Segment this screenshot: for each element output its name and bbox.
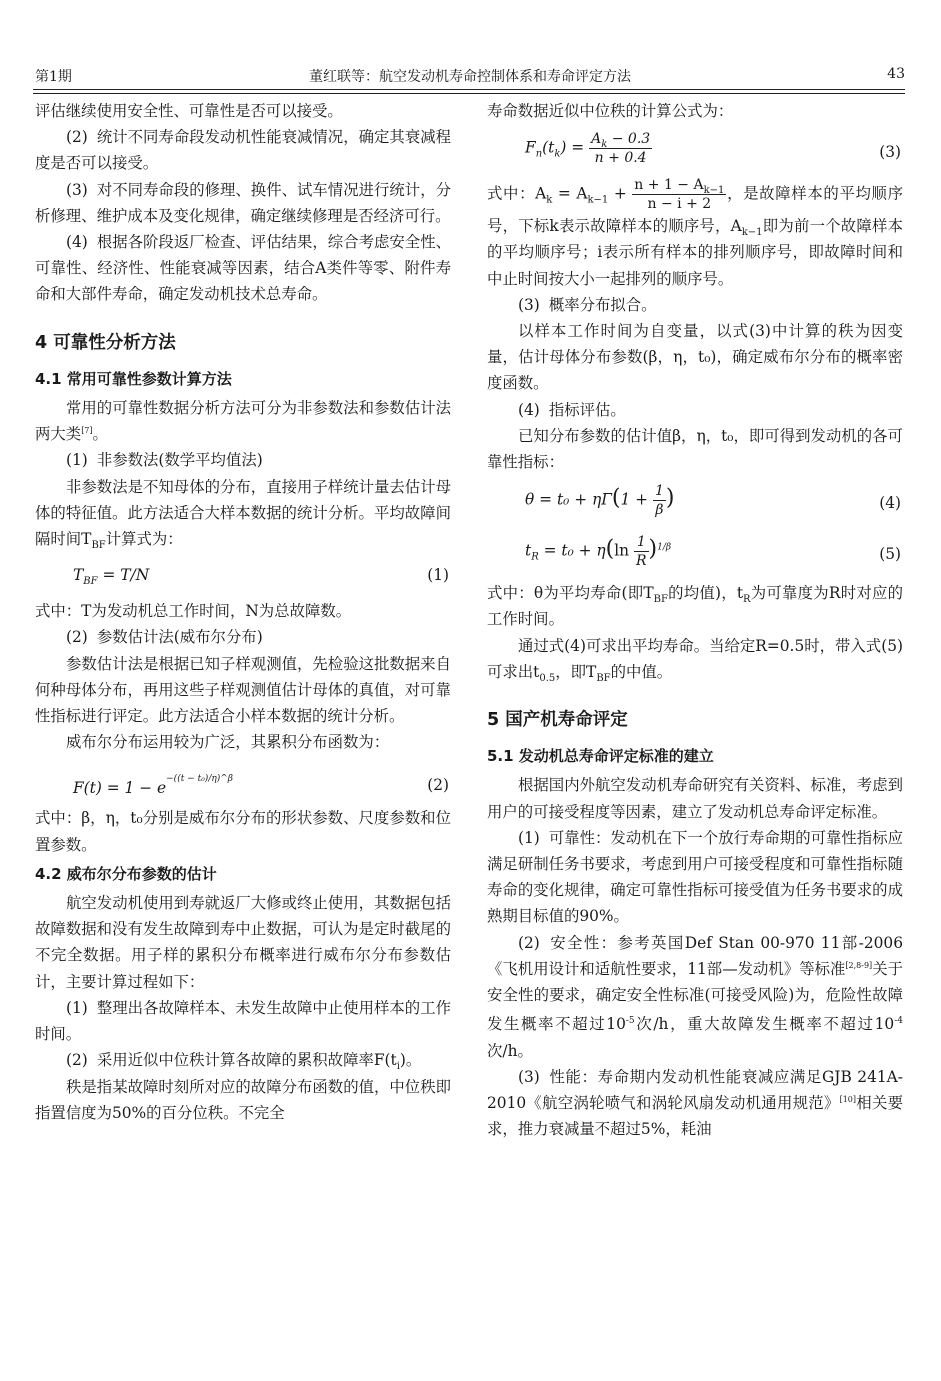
subsection-heading-5-1: 5.1 发动机总寿命评定标准的建立 bbox=[487, 747, 714, 766]
list-item: (4) 指标评估。 bbox=[518, 400, 626, 419]
list-text: 根据各阶段返厂检查、评估结果，综合考虑安全性、可靠性、经济性、性能衰减等因素，结合A类件等零、附件寿命和大部件寿命，确定发动机技术总寿命。 bbox=[35, 233, 451, 304]
header-rule-thick bbox=[33, 89, 905, 90]
equation-1: $T_{BF} = T/N$ (1) bbox=[35, 555, 451, 595]
equation-5: $t_R = t_0 + \eta(\ln$ $\frac{1}{R}$ )$^{1/\beta}$ (5) bbox=[525, 534, 901, 570]
equation-number: (5) bbox=[879, 545, 901, 564]
paragraph: 航空发动机使用到寿就返厂大修或终止使用，其数据包括故障数据和没有发生故障到寿中止数据，可认为是定时截尾的不完全数据。用子样的累积分布概率进行威布尔分布参数估计，主要计算过程如下： bbox=[35, 894, 451, 991]
list-item: (1) 非参数法(数学平均值法) bbox=[66, 451, 263, 470]
list-text: 统计不同寿命段发动机性能衰减情况，确定其衰减程度是否可以接受。 bbox=[35, 128, 451, 173]
list-item: (3) 性能：寿命期内发动机性能衰减应满足GJB 241A-2010《航空涡轮喷气和涡轮风扇发动机通用规范》[10]相关要求，推力衰减量不超过5%，耗油 bbox=[487, 1067, 903, 1139]
citation[interactable]: [2,8-9] bbox=[845, 960, 873, 970]
section-heading-4: 4 可靠性分析方法 bbox=[35, 332, 176, 353]
equation-number: (3) bbox=[879, 143, 901, 162]
paragraph: 式中：θ为平均寿命(即$T_{BF}$的均值)，$t_R$为可靠度为R时对应的工作时间。 bbox=[487, 584, 903, 629]
list-text: 对不同寿命段的修理、换件、试车情况进行统计，分析修理、维护成本及变化规律，确定继续修理是否经济可行。 bbox=[35, 180, 451, 225]
paragraph: 以样本工作时间为自变量，以式(3)中计算的秩为因变量，估计母体分布参数(β，η，t₀)，确定威布尔分布的概率密度函数。 bbox=[487, 322, 903, 393]
paragraph: 通过式(4)可求出平均寿命。当给定R=0.5时，带入式(5)可求出$t_{0.5}$，即$T_{BF}$的中值。 bbox=[487, 636, 903, 684]
paragraph: 式中：T为发动机总工作时间，N为总故障数。 bbox=[35, 602, 352, 621]
list-item bbox=[35, 229, 451, 308]
subsection-heading-4-2: 4.2 威布尔分布参数的估计 bbox=[35, 864, 217, 883]
equation-number: (1) bbox=[427, 566, 449, 585]
list-item: (3) 概率分布拟合。 bbox=[518, 295, 657, 314]
list-item: (2) 安全性：参考英国Def Stan 00-970 11部-2006《飞机用设计和适航性要求，11部—发动机》等标准[2,8-9]关于安全性的要求，确定安全性标准(可接受风险)为，危险性故障发生概率不超过$10^{-5}$次/h，重大故障发生概率不超过$10^{-4}$次/h。 bbox=[487, 933, 903, 1060]
paragraph: 根据国内外航空发动机寿命研究有关资料、标准，考虑到用户的可接受程度等因素，建立了发动机总寿命评定标准。 bbox=[487, 776, 903, 821]
list-number: (4) bbox=[66, 233, 88, 252]
paragraph: 威布尔分布运用较为广泛，其累积分布函数为： bbox=[66, 733, 390, 752]
paragraph: 参数估计法是根据已知子样观测值，先检验这批数据来自何种母体分布，再用这些子样观测值估计母体的真值，对可靠性指标进行评定。此方法适合小样本数据的统计分析。 bbox=[35, 654, 451, 726]
citation[interactable]: [10] bbox=[839, 1094, 857, 1104]
equation-3: $F_n(t_k)$ = $\frac{A_k - 0.3}{n + 0.4}$ (3) bbox=[525, 131, 901, 167]
paragraph: 寿命数据近似中位秩的计算公式为： bbox=[487, 102, 734, 120]
list-item bbox=[35, 177, 451, 229]
paragraph: 秩是指某故障时刻所对应的故障分布函数的值，中位秩即指置信度为50%的百分位秩。不完全 bbox=[35, 1077, 451, 1122]
paragraph: 式中：$A_k = A_{k-1}$ + $\frac{n + 1 - A_{k-1}}{n - i + 2}$ ，是故障样本的平均顺序号，下标k表示故障样本的顺序号，$A_{k-1}$即为前一个故障样本的平均顺序号；i表示所有样本的排列顺序号，即故障时间和中止时间按大小一起排列的顺序号。 bbox=[487, 177, 903, 288]
list-item: (1) 可靠性：发动机在下一个放行寿命期的可靠性指标应满足研制任务书要求，考虑到用户可接受程度和可靠性指标随寿命的变化规律，确定可靠性指标可接受值为任务书要求的成熟期目标值的90%。 bbox=[487, 828, 903, 926]
section-heading-5: 5 国产机寿命评定 bbox=[487, 710, 628, 731]
equation-number: (4) bbox=[879, 494, 901, 513]
issue-number: 第1期 bbox=[35, 69, 72, 85]
running-title: 董红联等：航空发动机寿命控制体系和寿命评定方法 bbox=[309, 69, 631, 85]
list-item bbox=[35, 124, 451, 176]
list-item: (2) 采用近似中位秩计算各故障的累积故障率$F(t_i)$。 bbox=[66, 1051, 422, 1073]
list-number: (3) bbox=[66, 180, 88, 199]
left-column bbox=[35, 98, 451, 1126]
paragraph: 式中：β，η，t₀分别是威布尔分布的形状参数、尺度参数和位置参数。 bbox=[35, 809, 451, 854]
list-number: (2) bbox=[66, 128, 88, 147]
page-number: 43 bbox=[887, 66, 905, 82]
paragraph: 评估继续使用安全性、可靠性是否可以接受。 bbox=[35, 102, 343, 120]
list-item: (1) 整理出各故障样本、未发生故障中止使用样本的工作时间。 bbox=[35, 998, 451, 1044]
paragraph: 非参数法是不知母体的分布，直接用子样统计量去估计母体的特征值。此方法适合大样本数据的统计分析。平均故障间隔时间$T_{BF}$计算式为： bbox=[35, 477, 451, 552]
equation-4: θ = t₀ + ηΓ(1 + $\frac{1}{\beta}$ ) (4) bbox=[525, 483, 901, 519]
list-item: (2) 参数估计法(威布尔分布) bbox=[66, 628, 263, 647]
subsection-heading-4-1: 4.1 常用可靠性参数计算方法 bbox=[35, 369, 232, 388]
citation[interactable]: [7] bbox=[81, 426, 93, 436]
equation-2: $F(t) = 1 - e^{-((t - t_0)/\eta)\^{}\beta}$ (2) bbox=[73, 774, 449, 798]
paragraph: 常用的可靠性数据分析方法可分为非参数法和参数估计法两大类[7]。 bbox=[35, 399, 451, 444]
header-rule-thin bbox=[33, 93, 905, 94]
running-header bbox=[35, 62, 905, 88]
equation-number: (2) bbox=[427, 776, 449, 795]
paragraph: 已知分布参数的估计值β，η，t₀，即可得到发动机的各可靠性指标： bbox=[487, 426, 903, 472]
right-column bbox=[487, 98, 903, 1142]
